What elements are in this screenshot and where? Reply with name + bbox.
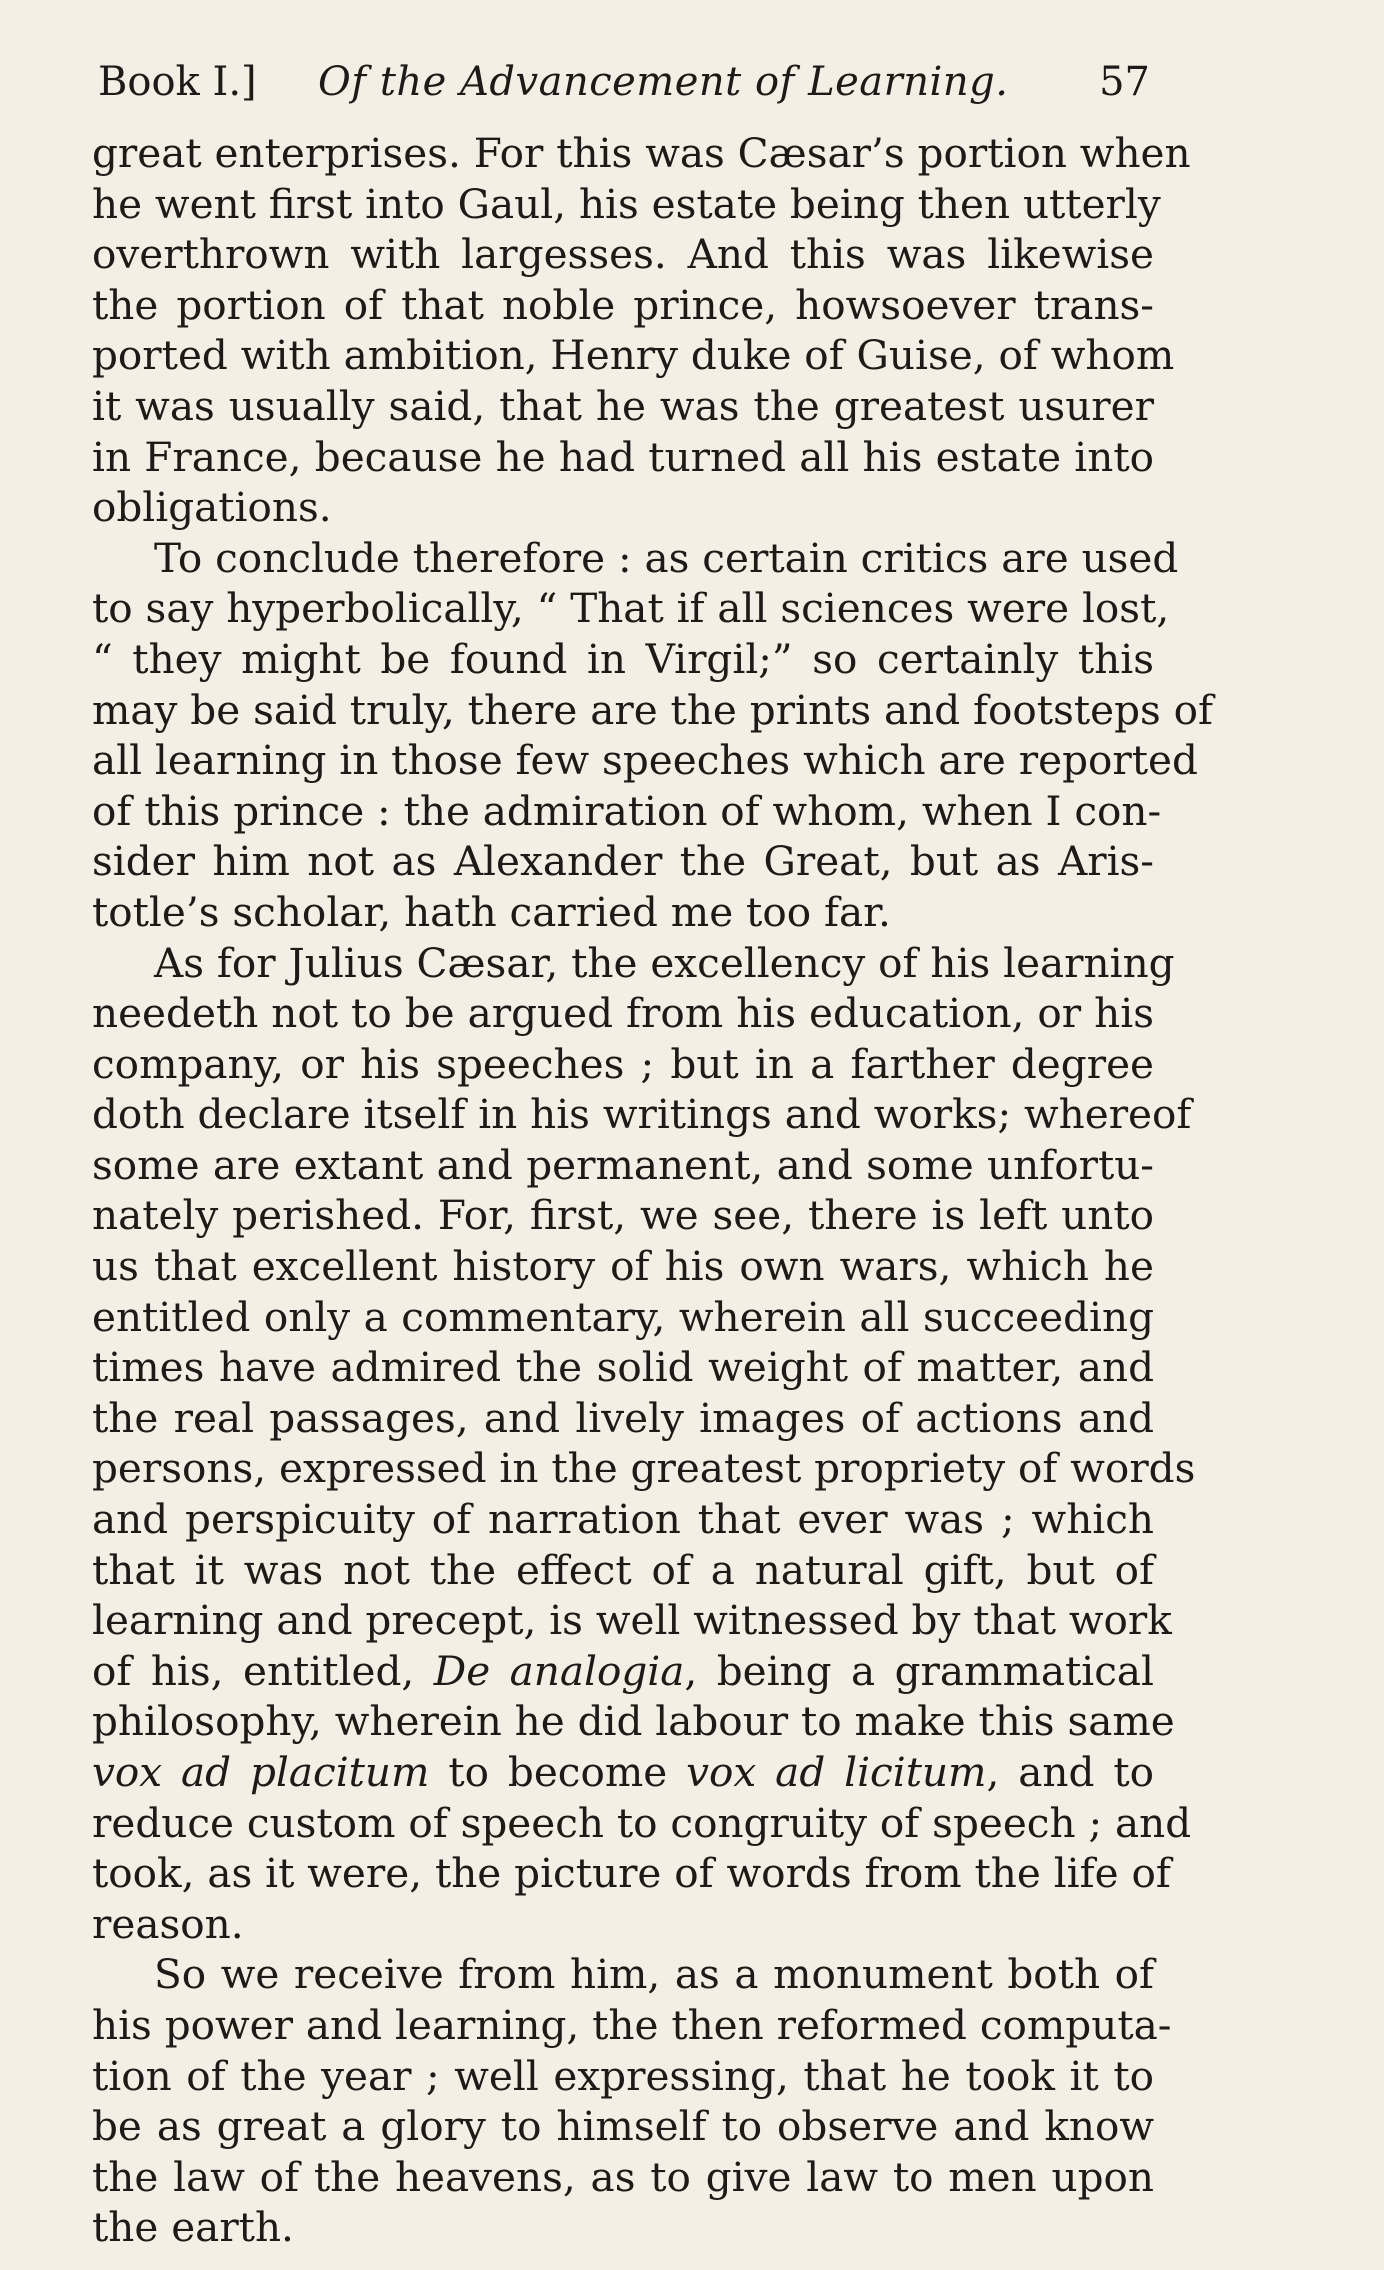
text-line (92, 1393, 1154, 1444)
text-segment: So we receive from him, as a monument both of (154, 1950, 1154, 1999)
text-line (92, 836, 1154, 887)
text-segment: reduce custom of speech to congruity of speech ; and (92, 1798, 1192, 1847)
text-segment: , and to (986, 1748, 1154, 1796)
text-segment: persons, expressed in the greatest propriety of words (92, 1444, 1196, 1493)
text-segment: us that excellent history of his own wars, which he (92, 1242, 1154, 1291)
text-line (92, 2101, 1154, 2152)
text-segment: the earth. (92, 2203, 294, 2252)
text-line (92, 330, 1175, 381)
running-title: Of the Advancement of Learning. (318, 59, 1009, 105)
text-segment: totle’s scholar, hath carried me too far. (92, 887, 891, 936)
italic-text: vox ad placitum (92, 1748, 430, 1796)
text-segment: nately perished. For, first, we see, there is left unto (92, 1191, 1154, 1240)
text-segment: , being a grammatical (684, 1646, 1154, 1695)
text-line (92, 988, 1154, 1039)
text-line (92, 432, 1154, 483)
text-segment: to become (429, 1748, 687, 1796)
text-line (92, 229, 1154, 280)
italic-text: vox ad licitum (686, 1748, 987, 1796)
text-segment: obligations. (92, 483, 332, 532)
page-number: 57 (1099, 59, 1150, 105)
text-line (92, 2000, 1172, 2051)
text-line (92, 1039, 1154, 1090)
text-segment: all learning in those few speeches which are reported (92, 736, 1198, 785)
text-line (92, 1089, 1192, 1140)
text-segment: needeth not to be argued from his education, or his (92, 989, 1154, 1038)
text-segment: some are extant and permanent, and some unfortu- (92, 1140, 1154, 1189)
text-segment: it was usually said, that he was the greatest usurer (92, 381, 1154, 430)
text-segment: doth declare itself in his writings and works; whereof (92, 1090, 1192, 1139)
text-line (92, 634, 1154, 685)
text-segment: learning and precept, is well witnessed by that work (92, 1596, 1172, 1645)
text-segment: took, as it were, the picture of words from the life of (92, 1849, 1171, 1898)
text-line (92, 482, 1154, 533)
text-line (92, 1241, 1154, 1292)
text-line (92, 938, 1175, 989)
text-line (92, 1342, 1154, 1393)
text-segment: the real passages, and lively images of actions and (92, 1393, 1154, 1442)
text-segment: that it was not the effect of a natural gift, but of (92, 1545, 1154, 1594)
text-line (92, 1140, 1154, 1191)
text-line (92, 1545, 1154, 1596)
text-segment: the law of the heavens, as to give law to men upon (92, 2152, 1154, 2201)
text-segment: to say hyperbolically, “ That if all sciences were lost, (92, 584, 1170, 633)
text-line (92, 583, 1170, 634)
text-line (92, 2202, 1154, 2253)
text-segment: ported with ambition, Henry duke of Guise, of whom (92, 331, 1175, 380)
text-line (92, 280, 1154, 331)
italic-text: De analogia (433, 1646, 685, 1695)
text-segment: in France, because he had turned all his estate into (92, 432, 1154, 481)
text-segment: may be said truly, there are the prints and footsteps of (92, 685, 1214, 734)
text-line (92, 1747, 1154, 1798)
text-segment: “ they might be found in Virgil;” so certainly this (92, 634, 1154, 683)
text-line (92, 1292, 1154, 1343)
text-line (92, 1595, 1172, 1646)
text-segment: of this prince : the admiration of whom, when I con- (92, 786, 1162, 835)
text-segment: great enterprises. For this was Cæsar’s portion when (92, 129, 1191, 177)
text-line (92, 1443, 1196, 1494)
text-line (92, 2051, 1154, 2102)
book-label: Book I.] (98, 59, 257, 105)
text-segment: entitled only a commentary, wherein all succeeding (92, 1292, 1154, 1341)
text-line (92, 1848, 1171, 1899)
text-line (92, 1646, 1154, 1697)
text-line (92, 1798, 1192, 1849)
body-text (92, 128, 1214, 2253)
text-segment: As for Julius Cæsar, the excellency of his learning (154, 938, 1175, 987)
text-segment: be as great a glory to himself to observe and know (92, 2102, 1154, 2151)
text-segment: and perspicuity of narration that ever was ; which (92, 1495, 1154, 1544)
text-line (92, 1949, 1154, 2000)
text-line (92, 1899, 1154, 1950)
text-segment: the portion of that noble prince, howsoever trans- (92, 280, 1154, 329)
text-segment: tion of the year ; well expressing, that he took it to (92, 2051, 1154, 2100)
text-line (92, 735, 1198, 786)
text-segment: reason. (92, 1899, 244, 1948)
text-line (92, 685, 1214, 736)
text-segment: overthrown with largesses. And this was likewise (92, 230, 1154, 279)
text-segment: of his, entitled, (92, 1646, 434, 1695)
text-line (92, 1696, 1175, 1747)
text-segment: he went first into Gaul, his estate being then utterly (92, 179, 1161, 228)
text-line (92, 2152, 1154, 2203)
text-line (92, 179, 1161, 230)
text-line (92, 786, 1162, 837)
text-segment: To conclude therefore : as certain critics are used (154, 533, 1179, 582)
text-line (92, 887, 1154, 938)
text-segment: company, or his speeches ; but in a farther degree (92, 1039, 1154, 1088)
text-line (92, 128, 1191, 179)
text-line (92, 533, 1179, 584)
text-line (92, 1190, 1154, 1241)
text-line (92, 381, 1154, 432)
text-line (92, 1494, 1154, 1545)
running-header (98, 50, 1150, 114)
text-segment: times have admired the solid weight of matter, and (92, 1343, 1154, 1392)
text-segment: his power and learning, the then reformed computa- (92, 2000, 1172, 2049)
text-segment: sider him not as Alexander the Great, but as Aris- (92, 837, 1154, 886)
text-segment: philosophy, wherein he did labour to make this same (92, 1697, 1175, 1746)
